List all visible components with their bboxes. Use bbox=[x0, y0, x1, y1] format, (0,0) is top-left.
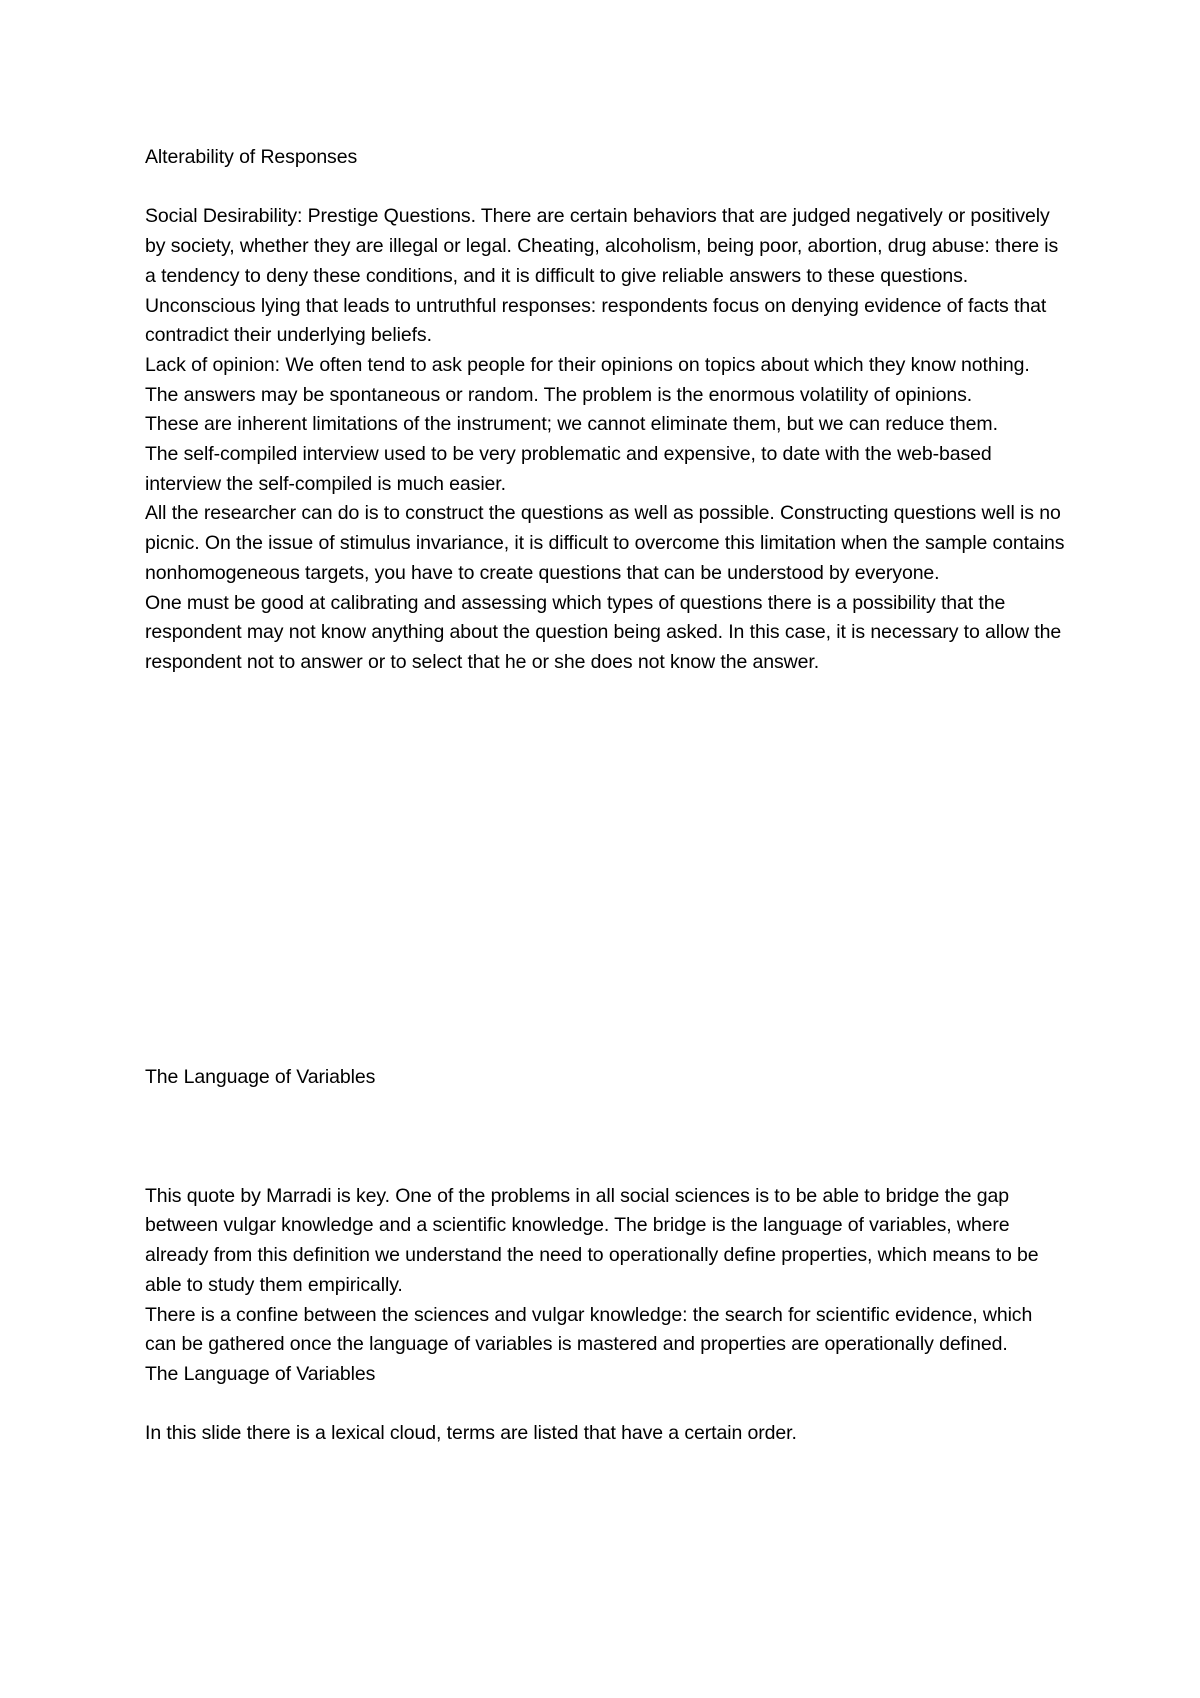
paragraph: Unconscious lying that leads to untruthful responses: respondents focus on denying evidence of facts that contradict their underlying beliefs. bbox=[145, 294, 1047, 347]
section-alterability-of-responses bbox=[145, 143, 1065, 678]
subheading: The Language of Variables bbox=[145, 1362, 376, 1385]
closing-paragraph: In this slide there is a lexical cloud, terms are listed that have a certain order. bbox=[145, 1422, 797, 1445]
section-heading: Alterability of Responses bbox=[145, 146, 358, 168]
paragraph: All the researcher can do is to construct the questions as well as possible. Constructing questions well is no picnic. On the issue of stimulus invariance, it is difficult to overcome this limitation when the sample contains nonhomogeneous targets, you have to create questions that can be understood by everyone. bbox=[145, 502, 1065, 584]
blank-space bbox=[145, 1093, 1065, 1182]
paragraph: There is a confine between the sciences and vulgar knowledge: the search for scientific evidence, which can be gathered once the language of variables is mastered and properties are operationally defined. bbox=[145, 1303, 1033, 1356]
paragraph: These are inherent limitations of the instrument; we cannot eliminate them, but we can reduce them. bbox=[145, 413, 998, 436]
paragraph: Social Desirability: Prestige Questions. There are certain behaviors that are judged negatively or positively by society, whether they are illegal or legal. Cheating, alcoholism, being poor, abortion, drug abuse: there is a tendency to deny these conditions, and it is difficult to give reliable answers to these questions. bbox=[145, 205, 1059, 287]
section-language-of-variables bbox=[145, 1063, 1065, 1449]
section-heading: The Language of Variables bbox=[145, 1066, 376, 1088]
paragraph: This quote by Marradi is key. One of the problems in all social sciences is to be able to bridge the gap between vulgar knowledge and a scientific knowledge. The bridge is the language of variables, where already from this definition we understand the need to operationally define properties, which means to be able to study them empirically. bbox=[145, 1184, 1039, 1296]
paragraph: One must be good at calibrating and assessing which types of questions there is a possibility that the respondent may not know anything about the question being asked. In this case, it is necessary to allow the respondent not to answer or to select that he or she does not know the answer. bbox=[145, 591, 1062, 673]
paragraph: Lack of opinion: We often tend to ask people for their opinions on topics about which they know nothing. The answers may be spontaneous or random. The problem is the enormous volatility of opinions. bbox=[145, 353, 1030, 406]
blank-line bbox=[145, 1390, 1065, 1420]
blank-line bbox=[145, 173, 1065, 203]
paragraph: The self-compiled interview used to be very problematic and expensive, to date with the web-based interview the self-compiled is much easier. bbox=[145, 443, 992, 495]
